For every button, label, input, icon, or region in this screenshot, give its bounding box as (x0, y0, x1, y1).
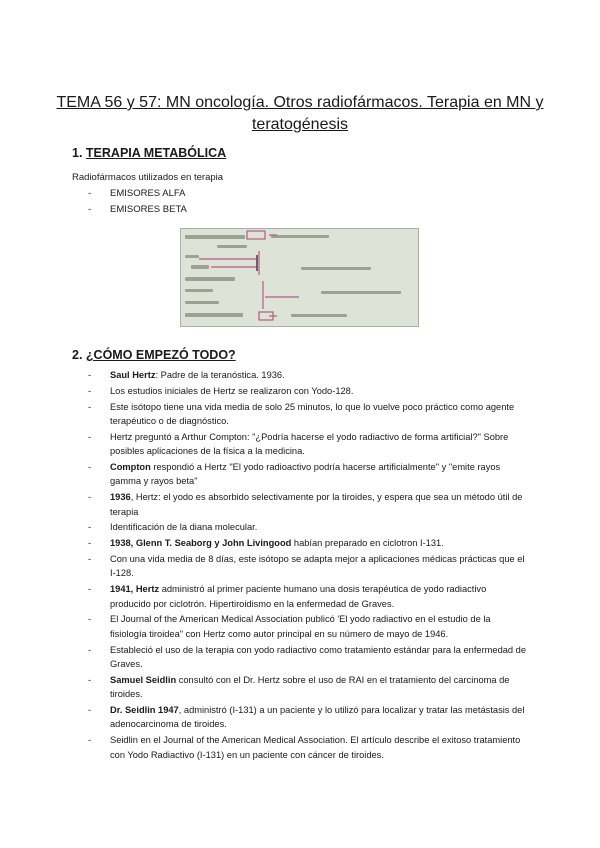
section1-list (88, 186, 187, 218)
bullet-text: consultó con el Dr. Hertz sobre el uso de RAI en el tratamiento del carcinoma de tiroides. (110, 674, 510, 700)
section1-number: 1. (72, 146, 83, 160)
bullet-text: habían preparado en ciclotron I-131. (291, 538, 444, 549)
bullet-text: , administró (I-131) a un paciente y lo utilizó para localizar y tratar las metástasis del adenocarcinoma de tiroides. (110, 705, 525, 730)
bullet-text: El Journal of the American Medical Association publicó 'El yodo radiactivo en el estudio de la fisiología tiroidea" con Hertz como autor principal en su número de mayo de 1946. (110, 614, 491, 639)
list-item (88, 430, 528, 459)
section1-heading (72, 146, 226, 160)
bullet-text: Hertz preguntó a Arthur Compton: "¿Podría hacerse el yodo radiactivo de forma artificial?" Sobre posibles aplicaciones de la física a la medicina. (110, 431, 509, 457)
bullet-bold-text: Samuel Seidlin (110, 674, 177, 685)
bullet-text: Los estudios iniciales de Hertz se realizaron con Yodo-128. (110, 385, 354, 396)
bullet-bold-text: Dr. Seidlin 1947 (110, 705, 179, 716)
bullet-bold-text: Compton (110, 462, 151, 472)
bullet-text: Este isótopo tiene una vida media de solo 25 minutos, lo que lo vuelve poco práctico como agente terapéutico o de diagnóstico. (110, 401, 515, 426)
bullet-bold-text: 1938, Glenn T. Seaborg y John Livingood (110, 538, 292, 549)
section2-heading (72, 348, 236, 362)
section2-list (88, 368, 528, 763)
list-item (88, 733, 528, 762)
list-item (88, 643, 528, 672)
bullet-text: administró al primer paciente humano una dosis terapéutica de yodo radiactivo producido por ciclotrón. Hipertiroidismo en la enfermedad de Graves. (110, 584, 487, 609)
list-item (88, 400, 528, 429)
bullet-text: Con una vida media de 8 días, este isótopo se adapta mejor a aplicaciones médicas prácticas que el I-128. (110, 554, 525, 579)
bullet-text: respondió a Hertz "El yodo radioactivo podría hacerse artificialmente" y "emite rayos gamma y rayos beta" (110, 462, 501, 487)
list-item (88, 536, 528, 550)
bullet-bold-text: 1936 (110, 492, 131, 503)
list-item (88, 460, 528, 489)
list-item (88, 384, 528, 398)
bullet-text: , Hertz: el yodo es absorbido selectivamente por la tiroides, y espera que sea un método útil de terapia (110, 492, 523, 517)
bullet-text: Seidlin en el Journal of the American Medical Association. El artículo describe el exitoso tratamiento con Yodo Radiactivo (I-131) en un paciente con cáncer de tiroides. (110, 735, 521, 760)
section1-heading-text: TERAPIA METABÓLICA (85, 146, 227, 160)
list-item (88, 582, 528, 611)
section2-number: 2. (72, 348, 83, 362)
figure-image (181, 229, 418, 326)
bullet-text: : Padre de la teranóstica. 1936. (155, 370, 285, 380)
bullet-text: Estableció el uso de la terapia con yodo radiactivo como tratamiento estándar para la enfermedad de Graves. (110, 644, 527, 670)
section2-heading-text: ¿CÓMO EMPEZÓ TODO? (85, 348, 236, 362)
list-item: - EMISORES BETA (88, 202, 187, 218)
list-item (88, 368, 528, 382)
list-item (88, 520, 528, 534)
list-item (88, 703, 528, 732)
bullet-bold-text: Saul Hertz (110, 370, 156, 380)
radiopharmaceutical-figure (180, 228, 419, 327)
list-item (88, 612, 528, 641)
document-title: TEMA 56 y 57: MN oncología. Otros radiofármacos. Terapia en MN y teratogénesis (56, 94, 544, 133)
bullet-text: Identificación de la diana molecular. (110, 522, 258, 533)
bullet-bold-text: 1941, Hertz (110, 584, 160, 595)
list-item (88, 673, 528, 702)
list-item: - EMISORES ALFA (88, 186, 187, 202)
list-item (88, 552, 528, 581)
section1-intro: Radiofármacos utilizados en terapia (72, 172, 224, 183)
list-item (88, 490, 528, 519)
